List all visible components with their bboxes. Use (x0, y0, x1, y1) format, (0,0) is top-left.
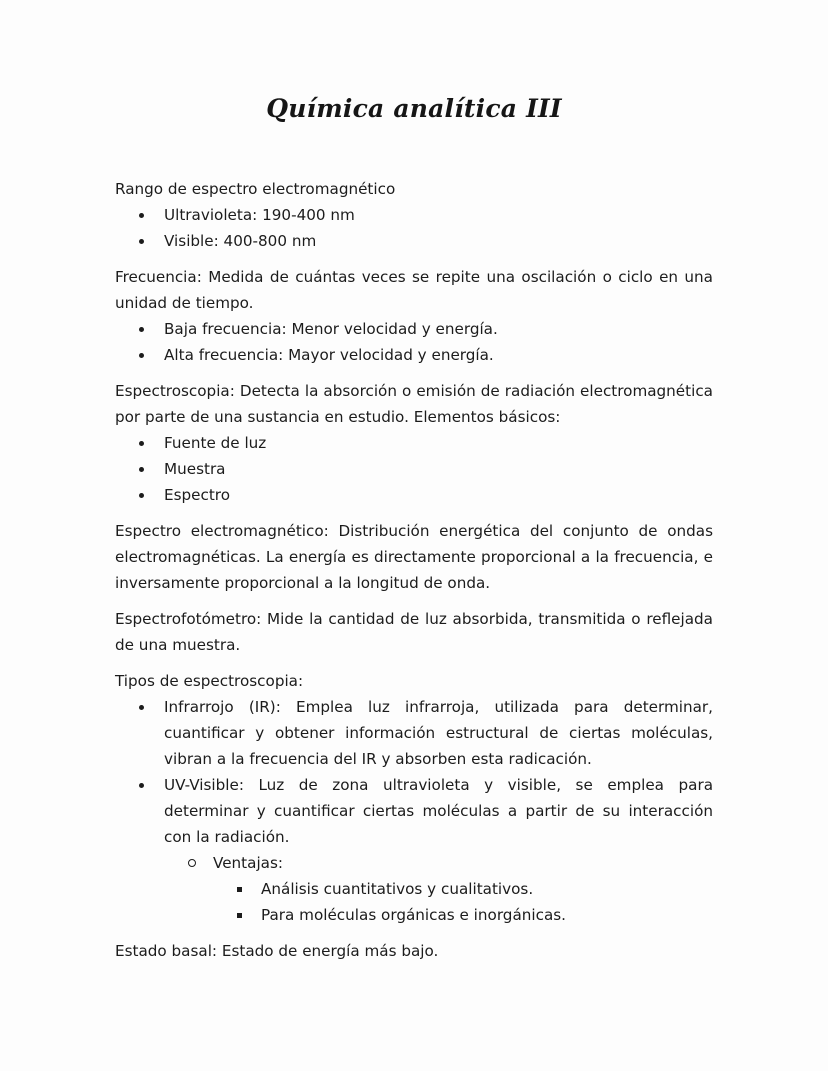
bullet-icon (139, 228, 144, 254)
paragraph-estado-basal: Estado basal: Estado de energía más bajo. (115, 942, 439, 960)
bullet-icon (139, 430, 144, 456)
list-item: Espectro (115, 482, 713, 508)
list-item: Baja frecuencia: Menor velocidad y energía. (115, 316, 713, 342)
bullet-icon (139, 456, 144, 482)
paragraph-espectroscopia: Espectroscopia: Detecta la absorción o emisión de radiación electromagnética por parte de una sustancia en estudio. Elementos básicos: (115, 382, 713, 426)
list-item: Para moléculas orgánicas e inorgánicas. (115, 902, 713, 928)
page-title: Química analítica III (266, 94, 562, 123)
paragraph-frecuencia: Frecuencia: Medida de cuántas veces se repite una oscilación o ciclo en una unidad de tiempo. (115, 268, 713, 312)
list-item-ventajas: Ventajas: (115, 850, 713, 876)
paragraph-espectro-electromagnetico: Espectro electromagnético: Distribución energética del conjunto de ondas electromagnéticas. La energía es directamente proporcional a la frecuencia, e inversamente proporcional a la longitud de onda. (115, 522, 713, 592)
bullet-icon (139, 694, 144, 720)
document-body (115, 176, 713, 964)
paragraph-espectrofotometro: Espectrofotómetro: Mide la cantidad de luz absorbida, transmitida o reflejada de una muestra. (115, 610, 713, 654)
bullet-icon (139, 772, 144, 798)
list-item: UV-Visible: Luz de zona ultravioleta y visible, se emplea para determinar y cuantificar ciertas moléculas a partir de su interacción con la radiación. (115, 772, 713, 850)
list-item: Alta frecuencia: Mayor velocidad y energía. (115, 342, 713, 368)
section-heading-rango: Rango de espectro electromagnético (115, 180, 396, 198)
list-item: Muestra (115, 456, 713, 482)
bullet-list-elementos (115, 430, 713, 508)
bullet-icon (139, 482, 144, 508)
bullet-icon (139, 342, 144, 368)
bullet-icon (139, 202, 144, 228)
list-item: Fuente de luz (115, 430, 713, 456)
square-bullet-icon (237, 876, 242, 902)
square-bullet-icon (237, 902, 242, 928)
circle-bullet-icon (188, 850, 196, 876)
list-item: Ultravioleta: 190-400 nm (115, 202, 713, 228)
bullet-list-rango (115, 202, 713, 254)
list-item: Visible: 400-800 nm (115, 228, 713, 254)
bullet-icon (139, 316, 144, 342)
section-heading-tipos: Tipos de espectroscopia: (115, 672, 304, 690)
list-item: Infrarrojo (IR): Emplea luz infrarroja, utilizada para determinar, cuantificar y obtener información estructural de ciertas moléculas, vibran a la frecuencia del IR y absorben esta radicación. (115, 694, 713, 772)
list-item: Análisis cuantitativos y cualitativos. (115, 876, 713, 902)
bullet-list-tipos (115, 694, 713, 928)
bullet-list-frecuencia (115, 316, 713, 368)
